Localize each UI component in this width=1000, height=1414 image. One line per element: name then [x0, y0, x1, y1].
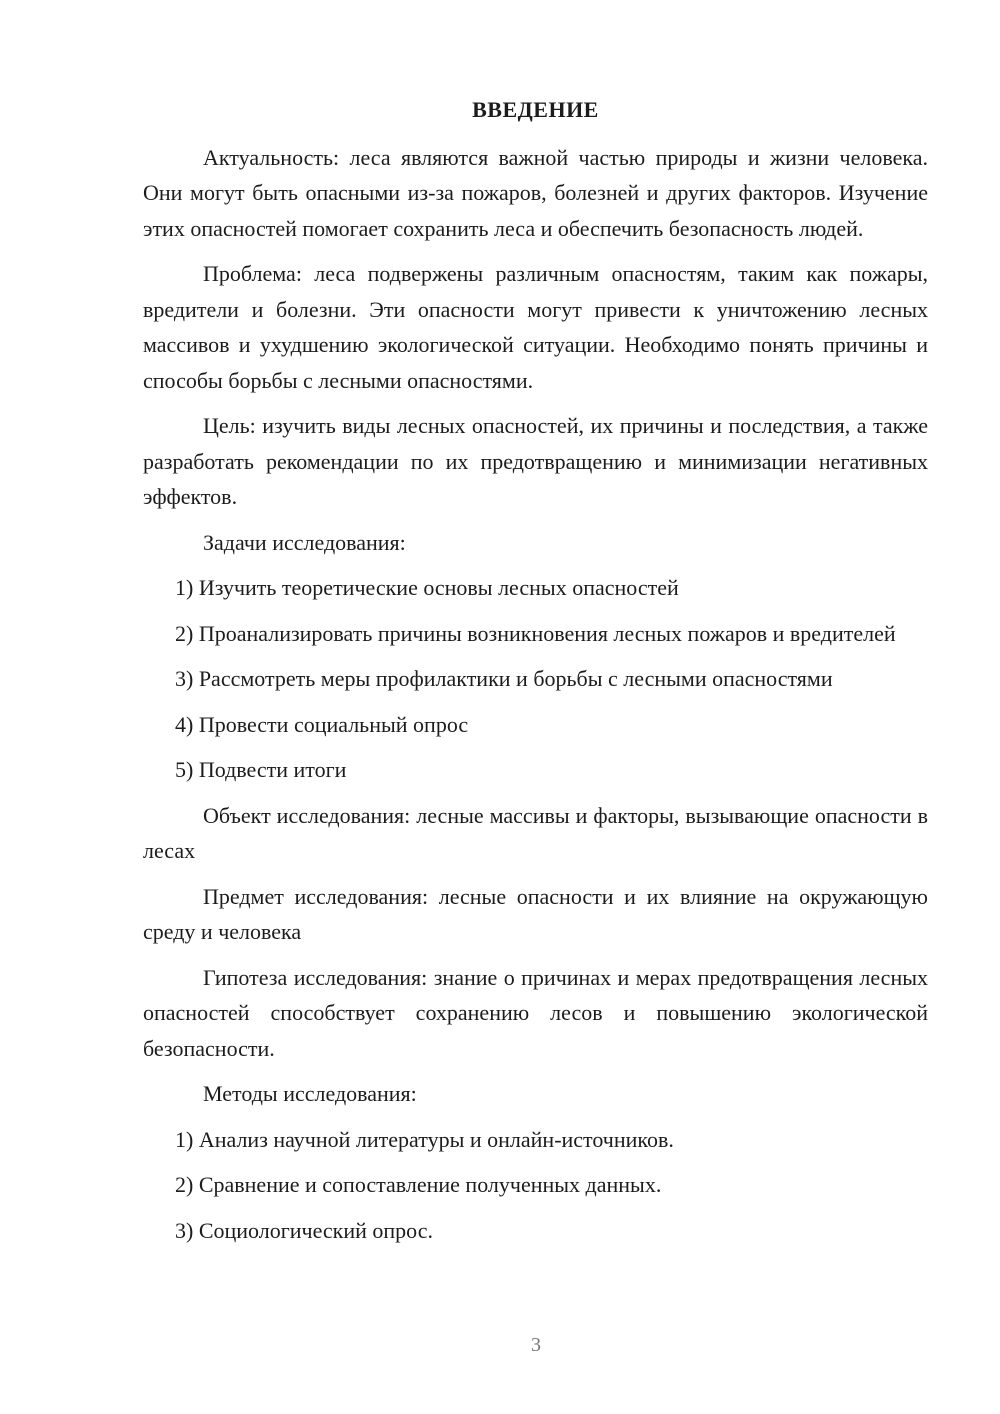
object-paragraph: Объект исследования: лесные массивы и факторы, вызывающие опасности в лесах [143, 802, 928, 863]
task-item: 1) Изучить теоретические основы лесных опасностей [175, 575, 679, 600]
tasks-label: Задачи исследования: [203, 529, 406, 555]
method-item: 3) Социологический опрос. [175, 1217, 433, 1243]
subject-paragraph: Предмет исследования: лесные опасности и их влияние на окружающую среду и человека [143, 883, 928, 944]
relevance-paragraph: Актуальность: леса являются важной частью природы и жизни человека. Они могут быть опасными из-за пожаров, болезней и других факторов. Изучение этих опасностей помогает сохранить леса и обеспечить безопасность людей. [143, 144, 928, 241]
document-page [143, 92, 928, 1258]
hypothesis-paragraph: Гипотеза исследования: знание о причинах и мерах предотвращения лесных опасностей способствует сохранению лесов и повышению экологической безопасности. [143, 964, 928, 1061]
method-item: 1) Анализ научной литературы и онлайн-источников. [175, 1126, 674, 1152]
problem-paragraph: Проблема: леса подвержены различным опасностям, таким как пожары, вредители и болезни. Эти опасности могут привести к уничтожению лесных массивов и ухудшению экологической ситуации. Необходимо понять причины и способы борьбы с лесными опасностями. [143, 261, 928, 393]
task-item: 2) Проанализировать причины возникновения лесных пожаров и вредителей [175, 620, 896, 646]
document-title: ВВЕДЕНИЕ [472, 97, 599, 122]
task-item: 5) Подвести итоги [175, 757, 347, 782]
goal-paragraph: Цель: изучить виды лесных опасностей, их причины и последствия, а также разработать рекомендации по их предотвращению и минимизации негативных эффектов. [143, 413, 928, 509]
task-item: 3) Рассмотреть меры профилактики и борьбы с лесными опасностями [175, 666, 833, 691]
method-item: 2) Сравнение и сопоставление полученных данных. [175, 1172, 662, 1197]
task-item: 4) Провести социальный опрос [175, 711, 469, 737]
page-number: 3 [531, 1334, 541, 1356]
methods-label: Методы исследования: [203, 1081, 417, 1106]
